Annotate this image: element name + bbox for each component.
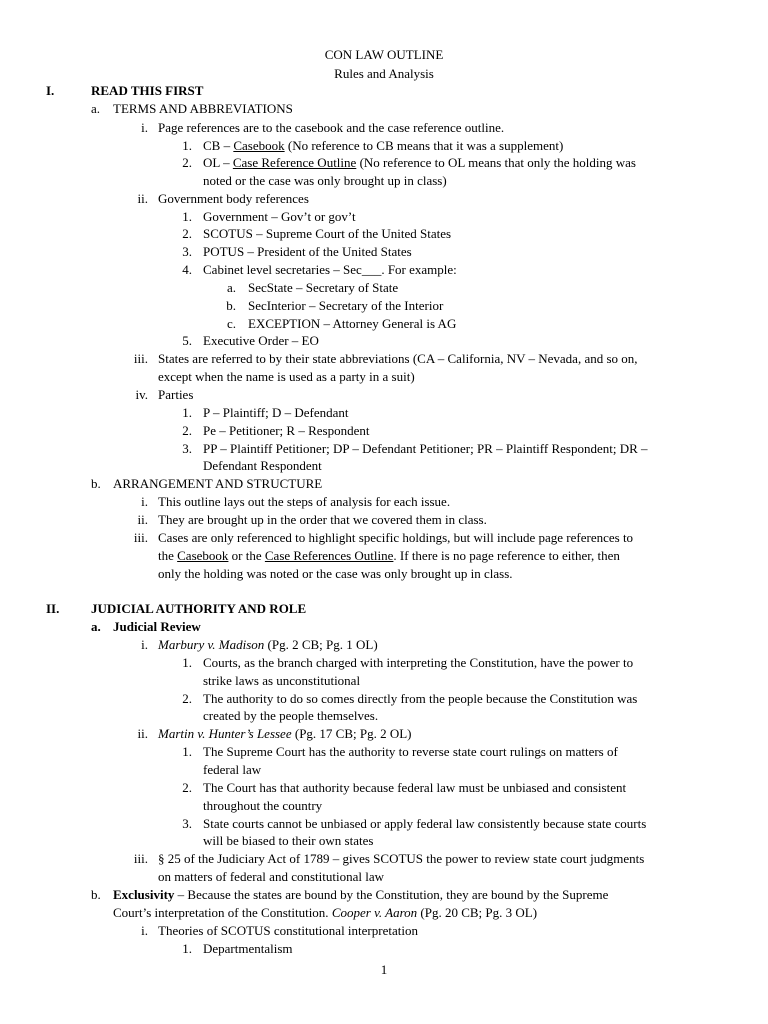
item-numeral: iii. [133,351,148,366]
item-numeral: ii. [137,512,148,527]
item-text: This outline lays out the steps of analysis for each issue. [158,494,451,509]
item-text: EXCEPTION – Attorney General is AG [248,316,457,331]
item-number: 1. [182,138,192,153]
item-text: § 25 of the Judiciary Act of 1789 – gives SCOTUS the power to review state court judgments [158,851,645,866]
item-text: SCOTUS – Supreme Court of the United States [203,226,452,241]
subsection-heading: Judicial Review [113,619,201,634]
item-text: P – Plaintiff; D – Defendant [203,405,349,420]
item-text: The Supreme Court has the authority to reverse state court rulings on matters of [203,744,618,759]
case-references-outline-term: Case References Outline [264,548,394,563]
item-text: Theories of SCOTUS constitutional interpretation [158,923,418,938]
subsection-text-continued: Court’s interpretation of the Constitution. Cooper v. Aaron (Pg. 20 CB; Pg. 3 OL) [113,905,538,920]
item-text: Executive Order – EO [203,333,319,348]
item-number: 1. [182,655,192,670]
item-text: Parties [158,387,194,402]
item-text: Pe – Petitioner; R – Respondent [203,423,370,438]
item-text-continued: created by the people themselves. [203,708,379,723]
item-text: CB – Casebook (No reference to CB means that it was a supplement) [203,138,564,153]
item-numeral: i. [141,637,148,652]
item-numeral: i. [141,494,148,509]
item-text: Cases are only referenced to highlight specific holdings, but will include page references to [158,530,634,545]
item-text: State courts cannot be unbiased or apply federal law consistently because state courts [203,816,647,831]
item-numeral: ii. [137,191,148,206]
item-number: 3. [182,441,192,456]
page-number: 1 [380,962,388,977]
item-numeral: iii. [133,851,148,866]
item-number: 1. [182,405,192,420]
item-numeral: iv. [135,387,148,402]
item-text: OL – Case Reference Outline (No reference to OL means that only the holding was [203,155,636,170]
item-text-continued: throughout the country [203,798,323,813]
subsection-heading: TERMS AND ABBREVIATIONS [113,101,293,116]
item-number: 1. [182,744,192,759]
case-reference-outline-term: Case Reference Outline [232,155,357,170]
document-subtitle: Rules and Analysis [334,66,434,81]
subsection-heading: ARRANGEMENT AND STRUCTURE [113,476,323,491]
item-numeral: ii. [137,726,148,741]
item-text: Departmentalism [203,941,293,956]
item-text: They are brought up in the order that we covered them in class. [158,512,487,527]
item-text-continued: Defendant Respondent [203,458,322,473]
item-number: 4. [182,262,192,277]
item-text: Government body references [158,191,309,206]
subsection-text: Exclusivity – Because the states are bound by the Constitution, they are bound by the Supreme [113,887,609,902]
item-text: The Court has that authority because federal law must be unbiased and consistent [203,780,627,795]
section-heading: JUDICIAL AUTHORITY AND ROLE [91,601,307,616]
item-letter: c. [226,316,236,331]
subsection-letter: a. [91,619,101,634]
item-number: 3. [182,816,192,831]
item-text-continued: on matters of federal and constitutional law [158,869,384,884]
casebook-term: Casebook [177,548,229,563]
item-number: 5. [182,333,192,348]
item-text: Cabinet level secretaries – Sec___. For example: [203,262,457,277]
item-number: 1. [182,209,192,224]
case-citation: Martin v. Hunter’s Lessee (Pg. 17 CB; Pg. 2 OL) [158,726,412,741]
item-number: 2. [182,780,192,795]
item-number: 2. [182,691,192,706]
item-text: SecInterior – Secretary of the Interior [248,298,444,313]
item-number: 1. [182,941,192,956]
section-number: I. [46,83,55,98]
case-citation: Marbury v. Madison (Pg. 2 CB; Pg. 1 OL) [158,637,378,652]
item-text-continued: strike laws as unconstitutional [203,673,361,688]
item-number: 3. [182,244,192,259]
item-text-continued: federal law [203,762,262,777]
item-text: Government – Gov’t or gov’t [203,209,356,224]
item-letter: a. [226,280,236,295]
casebook-term: Casebook [233,138,285,153]
item-numeral: i. [141,923,148,938]
item-letter: b. [226,298,236,313]
section-number: II. [46,601,60,616]
case-name: Cooper v. Aaron [331,905,418,920]
item-text: The authority to do so comes directly from the people because the Constitution was [203,691,638,706]
item-text-continued: noted or the case was only brought up in class) [203,173,447,188]
item-text: PP – Plaintiff Petitioner; DP – Defendant Petitioner; PR – Plaintiff Respondent; DR – [203,441,648,456]
subsection-heading: Exclusivity [113,887,175,902]
item-text: States are referred to by their state abbreviations (CA – California, NV – Nevada, and so on, [158,351,638,366]
subsection-letter: b. [91,476,101,491]
subsection-letter: b. [91,887,101,902]
item-number: 2. [182,155,192,170]
item-text: POTUS – President of the United States [203,244,412,259]
item-text-continued: only the holding was noted or the case was only brought up in class. [158,566,513,581]
item-text-continued: will be biased to their own states [203,833,374,848]
item-text: SecState – Secretary of State [248,280,399,295]
item-text-continued: the Casebook or the Case References Outline. If there is no page reference to either, then [158,548,620,563]
item-number: 2. [182,423,192,438]
item-text-continued: except when the name is used as a party in a suit) [158,369,415,384]
case-name: Martin v. Hunter’s Lessee [158,726,292,741]
item-text: Page references are to the casebook and the case reference outline. [158,120,505,135]
item-number: 2. [182,226,192,241]
subsection-letter: a. [91,101,101,116]
item-text: Courts, as the branch charged with interpreting the Constitution, have the power to [203,655,634,670]
section-heading: READ THIS FIRST [91,83,204,98]
case-name: Marbury v. Madison [158,637,265,652]
item-numeral: iii. [133,530,148,545]
item-numeral: i. [141,120,148,135]
document-title: CON LAW OUTLINE [324,47,444,62]
